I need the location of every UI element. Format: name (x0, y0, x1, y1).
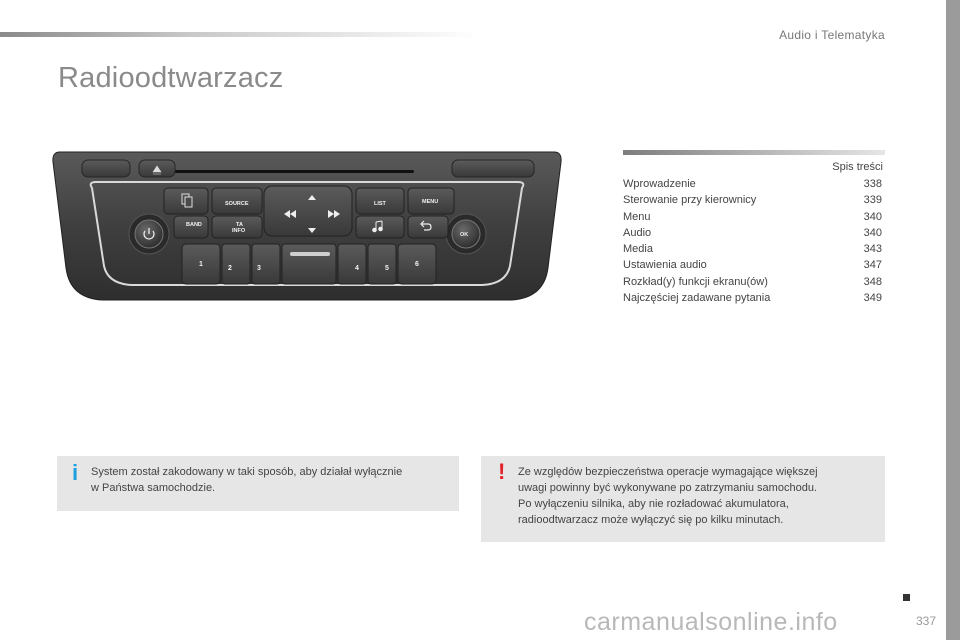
toc-item[interactable]: Wprowadzenie 338 (623, 178, 882, 190)
right-edge-bar (946, 0, 960, 640)
toc-item[interactable]: Sterowanie przy kierownicy 339 (623, 194, 882, 207)
toc-item[interactable]: Rozkład(y) funkcji ekranu(ów) 348 (623, 275, 882, 288)
band-label: BAND (186, 222, 202, 228)
radio-unit-illustration (52, 148, 562, 305)
warning-note-line: Ze względów bezpieczeństwa operacje wymagające większej (518, 466, 818, 478)
ta-label: TA (236, 222, 243, 228)
preset-4-label: 4 (355, 265, 359, 272)
page-number: 337 (916, 614, 937, 628)
preset-6-label: 6 (415, 261, 419, 268)
menu-label: MENU (422, 199, 439, 205)
info-note (57, 456, 459, 511)
toc-heading: Spis treści (832, 161, 883, 173)
warning-icon: ! (498, 459, 506, 484)
toc-item[interactable]: Menu 340 (623, 210, 882, 223)
toc-item[interactable]: Audio 340 (623, 226, 882, 239)
toc-item[interactable]: Media 343 (623, 243, 882, 256)
warning-note (481, 456, 885, 542)
preset-1-label: 1 (199, 261, 203, 268)
info-note-line: System został zakodowany w taki sposób, aby działał wyłącznie (91, 466, 403, 478)
section-header: Audio i Telematyka (779, 28, 885, 42)
toc-item[interactable]: Najczęściej zadawane pytania 349 (623, 292, 882, 305)
preset-2-label: 2 (228, 265, 232, 272)
info-label: INFO (232, 228, 246, 234)
watermark: carmanualsonline.info (584, 608, 838, 636)
info-note-line: w Państwa samochodzie. (91, 482, 216, 494)
warning-note-line: radioodtwarzacz może wyłączyć się po kilku minutach. (518, 514, 784, 526)
toc-item[interactable]: Ustawienia audio 347 (623, 259, 882, 272)
preset-5-label: 5 (385, 265, 389, 272)
list-label: LIST (374, 201, 386, 207)
toc-rule (623, 150, 885, 155)
source-label: SOURCE (225, 201, 249, 207)
table-of-contents (623, 161, 883, 306)
preset-3-label: 3 (257, 265, 261, 272)
top-rule (0, 32, 480, 37)
warning-note-line: uwagi powinny być wykonywane po zatrzymaniu samochodu. (518, 482, 817, 494)
page-end-marker (903, 594, 910, 601)
page-title: Radioodtwarzacz (58, 62, 284, 94)
info-icon: i (72, 460, 79, 485)
ok-label: OK (460, 232, 469, 238)
warning-note-line: Po wyłączeniu silnika, aby nie rozładować akumulatora, (518, 498, 789, 510)
